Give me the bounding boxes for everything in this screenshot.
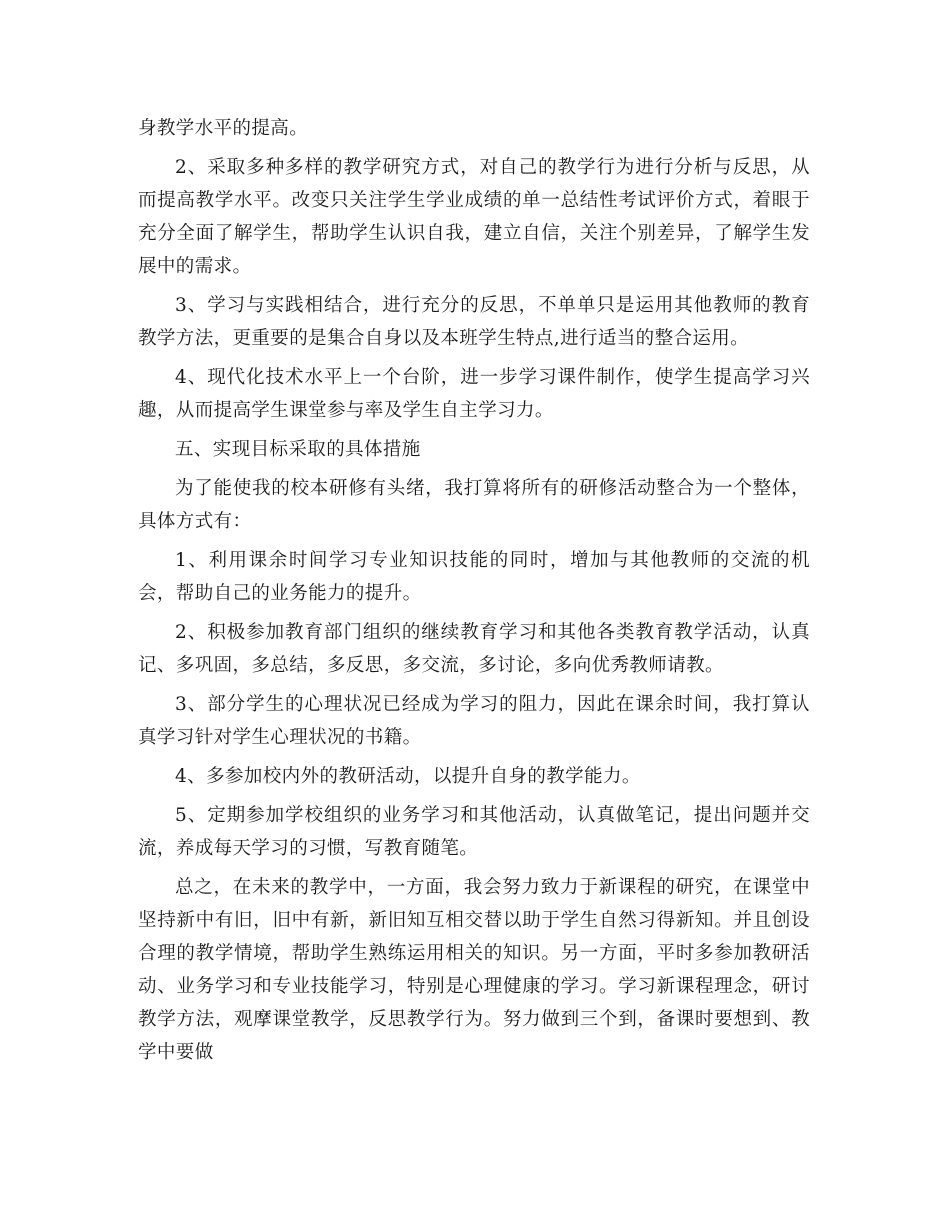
- paragraph: 总之，在未来的教学中，一方面，我会努力致力于新课程的研究，在课堂中坚持新中有旧，旧中有新，新旧知互相交替以助于学生自然习得新知。并且创设合理的教学情境，帮助学生熟练运用相关的知识。另一方面，平时多参加教研活动、业务学习和专业技能学习，特别是心理健康的学习。学习新课程理念，研讨教学方法，观摩课堂教学，反思教学行为。努力做到三个到，备课时要想到、教学中要做: [138, 877, 810, 1063]
- list-item: 2、积极参加教育部门组织的继续教育学习和其他各类教育教学活动，认真记、多巩固，多总结，多反思，多交流，多讨论，多向优秀教师请教。: [138, 622, 810, 676]
- list-item: 4、多参加校内外的教研活动，以提升自身的教学能力。: [175, 766, 641, 787]
- list-item: 5、定期参加学校组织的业务学习和其他活动，认真做笔记，提出问题并交流，养成每天学习的习惯，写教育随笔。: [138, 805, 810, 859]
- list-item: 3、部分学生的心理状况已经成为学习的阻力，因此在课余时间，我打算认真学习针对学生心理状况的书籍。: [138, 694, 810, 748]
- list-item: 1、利用课余时间学习专业知识技能的同时，增加与其他教师的交流的机会，帮助自己的业务能力的提升。: [138, 550, 810, 604]
- section-heading: 五、实现目标采取的具体措施: [175, 439, 421, 460]
- paragraph: 为了能使我的校本研修有头绪，我打算将所有的研修活动整合为一个整体，具体方式有：: [138, 478, 810, 532]
- paragraph: 4、现代化技术水平上一个台阶，进一步学习课件制作，使学生提高学习兴趣，从而提高学生课堂参与率及学生自主学习力。: [138, 367, 810, 421]
- paragraph: 身教学水平的提高。: [138, 118, 309, 139]
- document-body: [138, 112, 810, 1075]
- paragraph: 2、采取多种多样的教学研究方式，对自己的教学行为进行分析与反思，从而提高教学水平。改变只关注学生学业成绩的单一总结性考试评价方式，着眼于充分全面了解学生，帮助学生认识自我，建立自信，关注个别差异，了解学生发展中的需求。: [138, 157, 810, 277]
- paragraph: 3、学习与实践相结合，进行充分的反思，不单单只是运用其他教师的教育教学方法，更重要的是集合自身以及本班学生特点,进行适当的整合运用。: [138, 295, 810, 349]
